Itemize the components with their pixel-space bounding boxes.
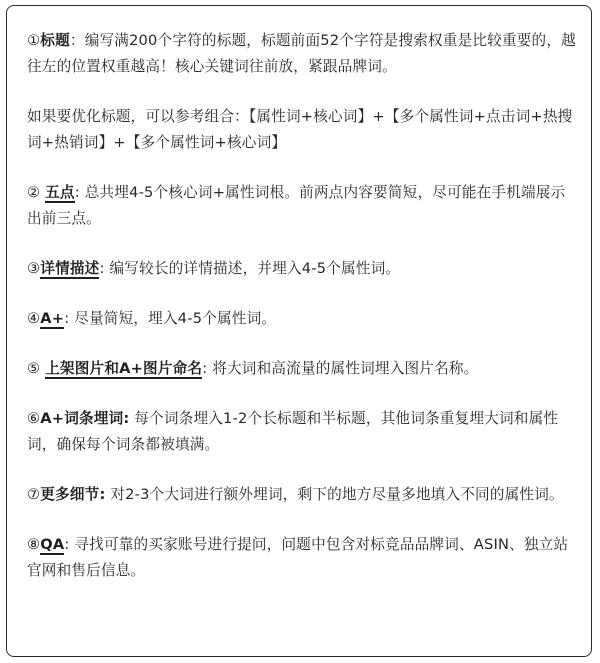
section-title-tip [27, 104, 577, 156]
item-heading: 详情描述 [40, 260, 100, 277]
item-heading: 五点 [45, 184, 75, 201]
item-separator: : [202, 360, 213, 377]
item-text: 编写满200个字符的标题，标题前面52个字符是搜索权重是比较重要的，越往左的位置权重越高！核心关键词往前放，紧跟品牌词。 [27, 32, 576, 75]
item-number: ⑦ [27, 486, 41, 503]
item-text: 寻找可靠的买家账号进行提问，问题中包含对标竞品品牌词、ASIN、独立站官网和售后信息。 [27, 536, 569, 579]
item-separator: ： [69, 32, 85, 49]
item-text: 对2-3个大词进行额外埋词，剩下的地方尽量多地填入不同的属性词。 [110, 486, 564, 503]
item-separator: : [74, 184, 85, 201]
section-more-details [27, 482, 577, 508]
item-text: 编写较长的详情描述，并埋入4-5个属性词。 [109, 260, 401, 277]
item-separator: : [99, 260, 110, 277]
item-heading: A+ [40, 310, 65, 327]
item-heading: A+词条埋词: [40, 410, 130, 427]
item-number: ⑧ [27, 536, 41, 553]
item-text: 总共埋4-5个核心词+属性词根。前两点内容要简短，尽可能在手机端展示出前三点。 [27, 184, 566, 227]
item-text: 每个词条埋入1-2个长标题和半标题，其他词条重复埋大词和属性词，确保每个词条都被填满。 [27, 410, 559, 453]
item-number: ③ [27, 260, 41, 277]
section-image-naming [27, 356, 577, 382]
content-card [6, 5, 592, 657]
section-a-plus-keywords [27, 406, 577, 458]
item-number: ④ [27, 310, 41, 327]
item-separator: : [64, 536, 75, 553]
item-heading: 标题 [40, 32, 70, 49]
item-number: ② [27, 184, 41, 201]
item-text: 尽量简短，埋入4-5个属性词。 [74, 310, 277, 327]
section-qa [27, 532, 577, 584]
item-number: ① [27, 32, 41, 49]
item-heading: 上架图片和A+图片命名 [45, 360, 203, 377]
item-heading: QA [40, 536, 65, 553]
section-a-plus [27, 306, 577, 332]
item-heading: 更多细节: [40, 486, 106, 503]
section-bullet-points [27, 180, 577, 232]
section-title [27, 28, 577, 80]
section-description [27, 256, 577, 282]
item-number: ⑤ [27, 360, 41, 377]
item-number: ⑥ [27, 410, 41, 427]
item-separator: : [64, 310, 75, 327]
item-text: 将大词和高流量的属性词埋入图片名称。 [212, 360, 479, 377]
item-text: 如果要优化标题，可以参考组合：【属性词+核心词】+【多个属性词+点击词+热搜词+热销词】+【多个属性词+核心词】 [27, 108, 573, 151]
